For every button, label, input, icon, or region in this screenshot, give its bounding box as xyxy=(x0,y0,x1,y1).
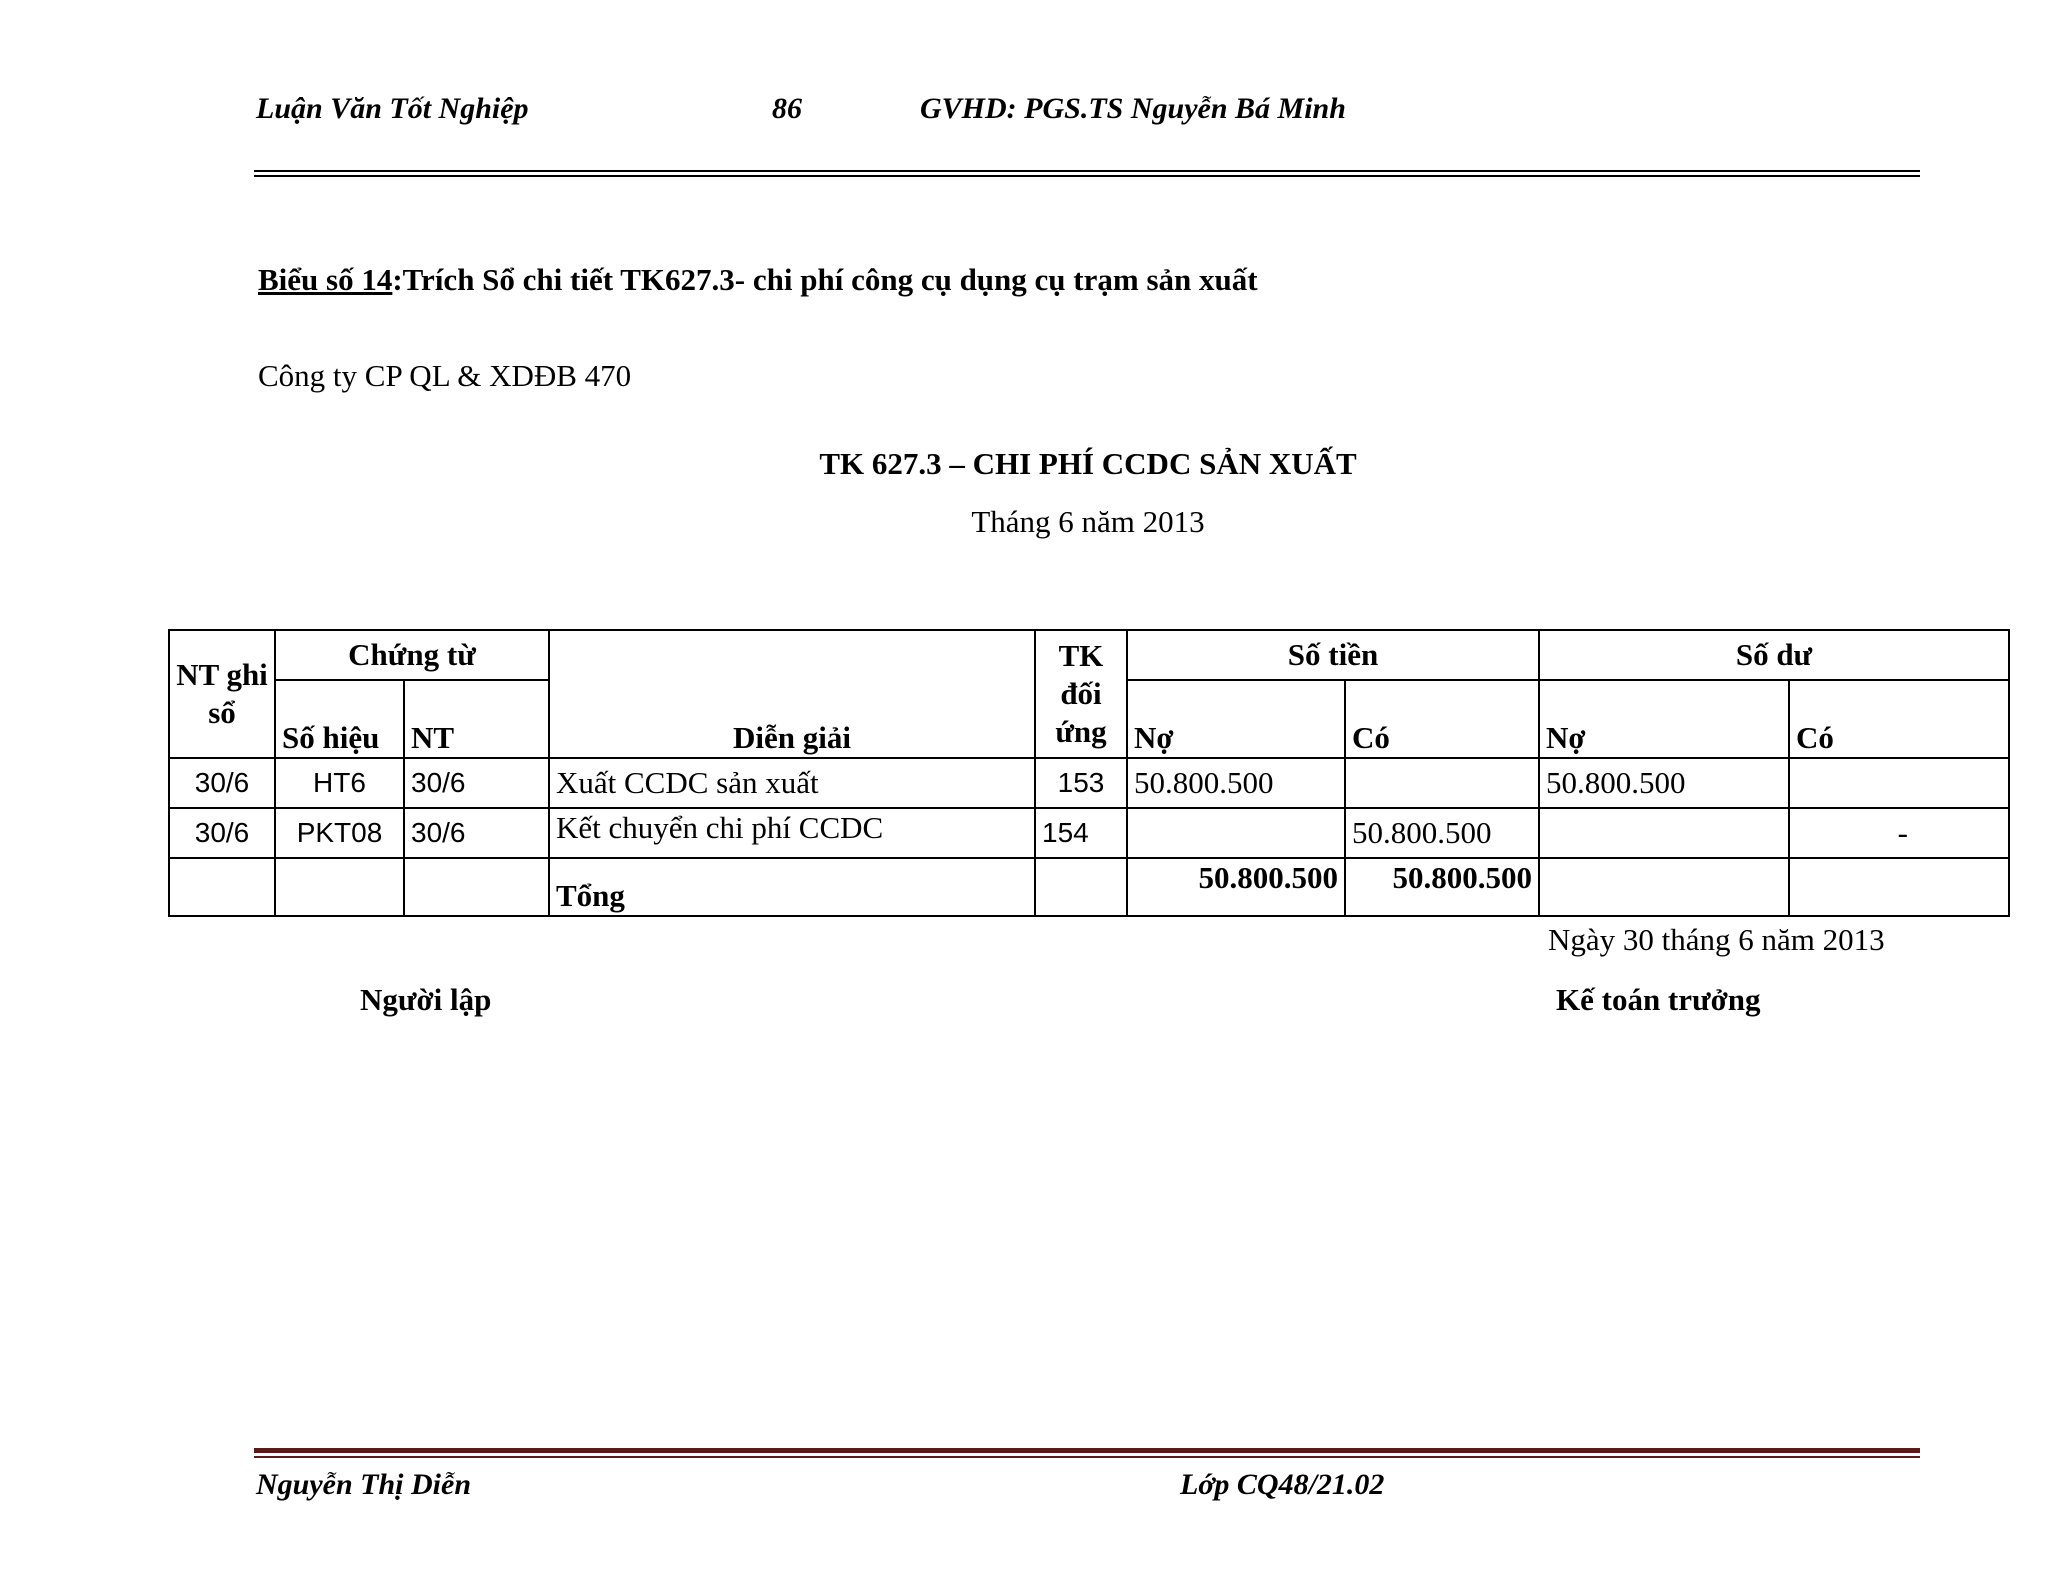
header-rule-secondary xyxy=(254,175,1920,177)
cell-tien-co: 50.800.500 xyxy=(1345,808,1539,858)
table-row xyxy=(169,808,2009,858)
ledger-title: TK 627.3 – CHI PHÍ CCDC SẢN XUẤT xyxy=(819,446,1357,481)
footer-class: Lớp CQ48/21.02 xyxy=(1180,1468,1385,1501)
cell-so-hieu: PKT08 xyxy=(275,808,404,858)
cell-du-co xyxy=(1789,758,2009,808)
cell-tk-doi-ung: 153 xyxy=(1035,758,1127,808)
header-chung-tu: Chứng từ xyxy=(275,630,549,680)
cell-du-no: 50.800.500 xyxy=(1539,758,1789,808)
signature-chief-accountant: Kế toán trưởng xyxy=(1556,982,1761,1017)
cell-nt: 30/6 xyxy=(404,758,549,808)
date-line: Ngày 30 tháng 6 năm 2013 xyxy=(1548,922,1885,957)
header-so-hieu: Số hiệu xyxy=(275,680,404,758)
company-name: Công ty CP QL & XDĐB 470 xyxy=(258,358,632,393)
header-nt: NT xyxy=(404,680,549,758)
cell-empty xyxy=(169,858,275,916)
total-tien-co: 50.800.500 xyxy=(1345,858,1539,916)
footer-rule xyxy=(254,1448,1920,1453)
figure-caption xyxy=(258,262,1258,298)
header-tk-doi-ung: TK đối ứng xyxy=(1035,630,1127,758)
total-tien-no: 50.800.500 xyxy=(1127,858,1345,916)
ledger-table xyxy=(168,629,2010,917)
header-dien-giai: Diễn giải xyxy=(549,630,1035,758)
cell-tien-no: 50.800.500 xyxy=(1127,758,1345,808)
header-nt-ghi-so: NT ghi sổ xyxy=(169,630,275,758)
header-tien-co: Có xyxy=(1345,680,1539,758)
table-total-row xyxy=(169,858,2009,916)
cell-du-co: - xyxy=(1789,808,2009,858)
footer-author: Nguyễn Thị Diễn xyxy=(256,1468,472,1501)
header-supervisor: GVHD: PGS.TS Nguyễn Bá Minh xyxy=(920,92,1346,125)
cell-tk-doi-ung: 154 xyxy=(1035,808,1127,858)
header-thesis-title: Luận Văn Tốt Nghiệp xyxy=(256,92,529,125)
header-tien-no: Nợ xyxy=(1127,680,1345,758)
cell-dien-giai: Xuất CCDC sản xuất xyxy=(549,758,1035,808)
footer-rule-secondary xyxy=(254,1456,1920,1458)
cell-empty xyxy=(1539,858,1789,916)
caption-text: :Trích Sổ chi tiết TK627.3- chi phí công cụ dụng cụ trạm sản xuất xyxy=(392,262,1258,297)
cell-nt: 30/6 xyxy=(404,808,549,858)
signature-preparer: Người lập xyxy=(360,982,492,1017)
cell-empty xyxy=(275,858,404,916)
header-so-du: Số dư xyxy=(1539,630,2009,680)
cell-du-no xyxy=(1539,808,1789,858)
cell-empty xyxy=(1035,858,1127,916)
cell-nt-ghi-so: 30/6 xyxy=(169,758,275,808)
header-rule xyxy=(254,170,1920,172)
cell-so-hieu: HT6 xyxy=(275,758,404,808)
cell-empty xyxy=(1789,858,2009,916)
header-du-co: Có xyxy=(1789,680,2009,758)
cell-nt-ghi-so: 30/6 xyxy=(169,808,275,858)
ledger-period: Tháng 6 năm 2013 xyxy=(971,504,1205,539)
cell-dien-giai: Kết chuyển chi phí CCDC xyxy=(549,808,1035,858)
header-du-no: Nợ xyxy=(1539,680,1789,758)
header-so-tien: Số tiền xyxy=(1127,630,1539,680)
cell-tien-co xyxy=(1345,758,1539,808)
total-label: Tổng xyxy=(549,858,1035,916)
cell-empty xyxy=(404,858,549,916)
table-row xyxy=(169,758,2009,808)
header-page-number: 86 xyxy=(772,92,802,125)
caption-label: Biểu số 14 xyxy=(258,262,393,297)
cell-tien-no xyxy=(1127,808,1345,858)
